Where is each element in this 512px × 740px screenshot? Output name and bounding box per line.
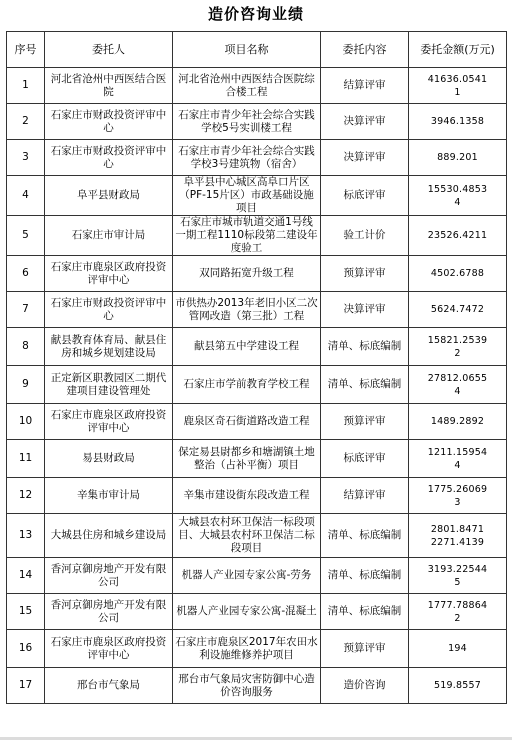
table-row: [7, 594, 507, 630]
table-row: [7, 216, 507, 256]
cell-no: 6: [7, 256, 45, 292]
cell-content: 预算评审: [321, 404, 409, 440]
cell-client: 石家庄市审计局: [45, 216, 173, 256]
cell-client: 大城县住房和城乡建设局: [45, 514, 173, 558]
cell-amount: 3193.22544 5: [409, 558, 507, 594]
header-no: 序号: [7, 32, 45, 68]
cell-no: 13: [7, 514, 45, 558]
cell-client: 石家庄市财政投资评审中心: [45, 104, 173, 140]
cell-client: 辛集市审计局: [45, 478, 173, 514]
page-title: 造价咨询业绩: [207, 5, 304, 23]
cell-client: 邢台市气象局: [45, 668, 173, 704]
table-row: [7, 176, 507, 216]
table-row: [7, 478, 507, 514]
cell-amount: 15530.4853 4: [409, 176, 507, 216]
cell-client: 阜平县财政局: [45, 176, 173, 216]
table-row: [7, 366, 507, 404]
cell-no: 1: [7, 68, 45, 104]
cell-no: 11: [7, 440, 45, 478]
cell-content: 决算评审: [321, 104, 409, 140]
cell-project: 保定易县尉都乡和塘湖镇土地整治（占补平衡）项目: [173, 440, 321, 478]
cell-no: 8: [7, 328, 45, 366]
table-row: [7, 68, 507, 104]
cell-client: 河北省沧州中西医结合医院: [45, 68, 173, 104]
cell-project: 石家庄市城市轨道交通1号线一期工程1110标段第二建设年度验工: [173, 216, 321, 256]
header-amount: 委托金额(万元): [409, 32, 507, 68]
cell-client: 香河京御房地产开发有限公司: [45, 558, 173, 594]
table-row: [7, 104, 507, 140]
cell-client: 石家庄市鹿泉区政府投资评审中心: [45, 630, 173, 668]
cell-content: 标底评审: [321, 440, 409, 478]
cell-no: 15: [7, 594, 45, 630]
table-row: [7, 292, 507, 328]
cell-project: 石家庄市鹿泉区2017年农田水利设施维修养护项目: [173, 630, 321, 668]
cell-client: 石家庄市财政投资评审中心: [45, 292, 173, 328]
table-row: [7, 256, 507, 292]
cell-project: 石家庄市学前教育学校工程: [173, 366, 321, 404]
cell-content: 决算评审: [321, 292, 409, 328]
cell-amount: 3946.1358: [409, 104, 507, 140]
cell-no: 3: [7, 140, 45, 176]
cell-amount: 519.8557: [409, 668, 507, 704]
cell-client: 献县教育体育局、献县住房和城乡规划建设局: [45, 328, 173, 366]
cell-amount: 1777.78864 2: [409, 594, 507, 630]
table-row: [7, 558, 507, 594]
cell-project: 鹿泉区奇石街道路改造工程: [173, 404, 321, 440]
cell-project: 石家庄市青少年社会综合实践学校3号建筑物（宿舍）: [173, 140, 321, 176]
cell-client: 石家庄市鹿泉区政府投资评审中心: [45, 256, 173, 292]
cell-no: 17: [7, 668, 45, 704]
cell-no: 10: [7, 404, 45, 440]
cell-project: 阜平县中心城区高阜口片区（PF-15片区）市政基础设施项目: [173, 176, 321, 216]
cell-amount: 1489.2892: [409, 404, 507, 440]
performance-table: [6, 31, 507, 704]
table-row: [7, 514, 507, 558]
cell-project: 石家庄市青少年社会综合实践学校5号实训楼工程: [173, 104, 321, 140]
cell-content: 清单、标底编制: [321, 514, 409, 558]
cell-client: 石家庄市财政投资评审中心: [45, 140, 173, 176]
cell-project: 机器人产业园专家公寓-劳务: [173, 558, 321, 594]
cell-amount: 1775.26069 3: [409, 478, 507, 514]
header-content: 委托内容: [321, 32, 409, 68]
cell-client: 正定新区职教园区二期代建项目建设管理处: [45, 366, 173, 404]
table-row: [7, 140, 507, 176]
cell-content: 造价咨询: [321, 668, 409, 704]
cell-amount: 889.201: [409, 140, 507, 176]
cell-project: 邢台市气象局灾害防御中心造价咨询服务: [173, 668, 321, 704]
cell-content: 预算评审: [321, 630, 409, 668]
cell-no: 2: [7, 104, 45, 140]
table-header-row: [7, 32, 507, 68]
cell-project: 河北省沧州中西医结合医院综合楼工程: [173, 68, 321, 104]
cell-amount: 23526.4211: [409, 216, 507, 256]
cell-project: 市供热办2013年老旧小区二次管网改造（第三批）工程: [173, 292, 321, 328]
cell-amount: 4502.6788: [409, 256, 507, 292]
cell-content: 结算评审: [321, 68, 409, 104]
cell-content: 标底评审: [321, 176, 409, 216]
table-body: [7, 68, 507, 704]
cell-project: 大城县农村环卫保洁一标段项目、大城县农村环卫保洁二标段项目: [173, 514, 321, 558]
cell-amount: 15821.2539 2: [409, 328, 507, 366]
cell-client: 石家庄市鹿泉区政府投资评审中心: [45, 404, 173, 440]
table-row: [7, 630, 507, 668]
cell-content: 结算评审: [321, 478, 409, 514]
cell-project: 献县第五中学建设工程: [173, 328, 321, 366]
cell-project: 辛集市建设街东段改造工程: [173, 478, 321, 514]
table-row: [7, 328, 507, 366]
cell-no: 12: [7, 478, 45, 514]
cell-content: 清单、标底编制: [321, 558, 409, 594]
cell-amount: 5624.7472: [409, 292, 507, 328]
cell-amount: 1211.15954 4: [409, 440, 507, 478]
cell-amount: 41636.0541 1: [409, 68, 507, 104]
cell-client: 香河京御房地产开发有限公司: [45, 594, 173, 630]
table-row: [7, 668, 507, 704]
cell-no: 4: [7, 176, 45, 216]
table-row: [7, 404, 507, 440]
cell-content: 预算评审: [321, 256, 409, 292]
header-project: 项目名称: [173, 32, 321, 68]
cell-content: 清单、标底编制: [321, 328, 409, 366]
cell-content: 清单、标底编制: [321, 366, 409, 404]
cell-content: 清单、标底编制: [321, 594, 409, 630]
cell-project: 机器人产业园专家公寓-混凝土: [173, 594, 321, 630]
cell-client: 易县财政局: [45, 440, 173, 478]
cell-amount: 2801.8471 2271.4139: [409, 514, 507, 558]
cell-no: 7: [7, 292, 45, 328]
cell-project: 双同路拓宽升级工程: [173, 256, 321, 292]
cell-no: 5: [7, 216, 45, 256]
cell-amount: 27812.0655 4: [409, 366, 507, 404]
cell-content: 验工计价: [321, 216, 409, 256]
table-row: [7, 440, 507, 478]
header-client: 委托人: [45, 32, 173, 68]
cell-content: 决算评审: [321, 140, 409, 176]
cell-no: 16: [7, 630, 45, 668]
cell-amount: 194: [409, 630, 507, 668]
cell-no: 14: [7, 558, 45, 594]
cell-no: 9: [7, 366, 45, 404]
